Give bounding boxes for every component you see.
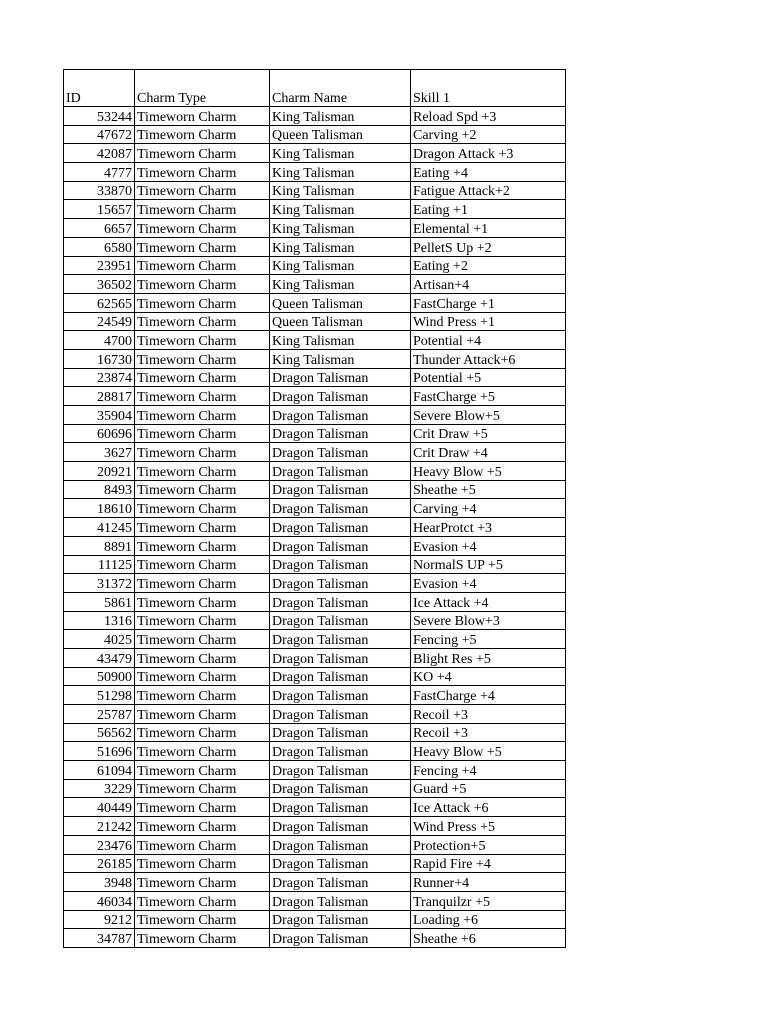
cell-charm-type: Timeworn Charm bbox=[135, 705, 270, 724]
cell-skill-1: Eating +4 bbox=[411, 163, 566, 182]
cell-charm-name: Dragon Talisman bbox=[270, 910, 411, 929]
cell-charm-name: Dragon Talisman bbox=[270, 667, 411, 686]
cell-charm-type: Timeworn Charm bbox=[135, 779, 270, 798]
cell-charm-type: Timeworn Charm bbox=[135, 611, 270, 630]
cell-charm-type: Timeworn Charm bbox=[135, 723, 270, 742]
table-row bbox=[64, 779, 566, 798]
header-charm-name: Charm Name bbox=[270, 70, 411, 107]
table-row bbox=[64, 256, 566, 275]
cell-charm-name: Dragon Talisman bbox=[270, 742, 411, 761]
cell-skill-1: NormalS UP +5 bbox=[411, 555, 566, 574]
cell-charm-name: Dragon Talisman bbox=[270, 592, 411, 611]
table-row bbox=[64, 349, 566, 368]
cell-charm-name: Dragon Talisman bbox=[270, 686, 411, 705]
cell-skill-1: Wind Press +1 bbox=[411, 312, 566, 331]
cell-id: 28817 bbox=[64, 387, 135, 406]
cell-id: 51298 bbox=[64, 686, 135, 705]
table-row bbox=[64, 592, 566, 611]
cell-skill-1: Thunder Attack+6 bbox=[411, 349, 566, 368]
cell-id: 23476 bbox=[64, 835, 135, 854]
table-row bbox=[64, 443, 566, 462]
table-row bbox=[64, 536, 566, 555]
cell-charm-name: Dragon Talisman bbox=[270, 835, 411, 854]
cell-id: 31372 bbox=[64, 574, 135, 593]
table-row bbox=[64, 312, 566, 331]
cell-charm-name: King Talisman bbox=[270, 107, 411, 126]
table-row bbox=[64, 817, 566, 836]
cell-id: 50900 bbox=[64, 667, 135, 686]
cell-charm-name: Dragon Talisman bbox=[270, 798, 411, 817]
table-row bbox=[64, 144, 566, 163]
cell-skill-1: Fencing +5 bbox=[411, 630, 566, 649]
charm-table bbox=[63, 69, 566, 948]
cell-charm-type: Timeworn Charm bbox=[135, 443, 270, 462]
cell-charm-name: Dragon Talisman bbox=[270, 574, 411, 593]
table-row bbox=[64, 667, 566, 686]
cell-skill-1: Guard +5 bbox=[411, 779, 566, 798]
cell-skill-1: FastCharge +5 bbox=[411, 387, 566, 406]
cell-skill-1: Heavy Blow +5 bbox=[411, 742, 566, 761]
table-row bbox=[64, 555, 566, 574]
cell-charm-name: Dragon Talisman bbox=[270, 705, 411, 724]
cell-skill-1: HearProtct +3 bbox=[411, 518, 566, 537]
cell-charm-name: King Talisman bbox=[270, 163, 411, 182]
cell-skill-1: Wind Press +5 bbox=[411, 817, 566, 836]
cell-skill-1: Evasion +4 bbox=[411, 536, 566, 555]
cell-charm-name: King Talisman bbox=[270, 237, 411, 256]
cell-id: 46034 bbox=[64, 891, 135, 910]
cell-skill-1: Crit Draw +4 bbox=[411, 443, 566, 462]
cell-skill-1: FastCharge +1 bbox=[411, 293, 566, 312]
cell-id: 20921 bbox=[64, 462, 135, 481]
cell-charm-name: Dragon Talisman bbox=[270, 462, 411, 481]
cell-id: 40449 bbox=[64, 798, 135, 817]
cell-skill-1: Recoil +3 bbox=[411, 705, 566, 724]
cell-charm-type: Timeworn Charm bbox=[135, 480, 270, 499]
header-charm-type: Charm Type bbox=[135, 70, 270, 107]
cell-skill-1: Carving +4 bbox=[411, 499, 566, 518]
table-row bbox=[64, 200, 566, 219]
cell-charm-type: Timeworn Charm bbox=[135, 630, 270, 649]
cell-skill-1: Recoil +3 bbox=[411, 723, 566, 742]
table-row bbox=[64, 368, 566, 387]
cell-id: 18610 bbox=[64, 499, 135, 518]
cell-charm-type: Timeworn Charm bbox=[135, 574, 270, 593]
cell-id: 61094 bbox=[64, 761, 135, 780]
cell-charm-type: Timeworn Charm bbox=[135, 387, 270, 406]
cell-id: 24549 bbox=[64, 312, 135, 331]
cell-skill-1: Ice Attack +4 bbox=[411, 592, 566, 611]
cell-charm-type: Timeworn Charm bbox=[135, 406, 270, 425]
cell-charm-name: King Talisman bbox=[270, 331, 411, 350]
cell-skill-1: Rapid Fire +4 bbox=[411, 854, 566, 873]
cell-id: 26185 bbox=[64, 854, 135, 873]
cell-id: 21242 bbox=[64, 817, 135, 836]
cell-id: 35904 bbox=[64, 406, 135, 425]
cell-id: 15657 bbox=[64, 200, 135, 219]
cell-charm-type: Timeworn Charm bbox=[135, 686, 270, 705]
cell-id: 60696 bbox=[64, 424, 135, 443]
table-row bbox=[64, 686, 566, 705]
table-row bbox=[64, 630, 566, 649]
cell-id: 53244 bbox=[64, 107, 135, 126]
cell-charm-type: Timeworn Charm bbox=[135, 929, 270, 948]
table-row bbox=[64, 761, 566, 780]
cell-id: 6580 bbox=[64, 237, 135, 256]
cell-id: 51696 bbox=[64, 742, 135, 761]
cell-charm-name: Dragon Talisman bbox=[270, 630, 411, 649]
cell-charm-type: Timeworn Charm bbox=[135, 835, 270, 854]
cell-charm-type: Timeworn Charm bbox=[135, 275, 270, 294]
cell-charm-type: Timeworn Charm bbox=[135, 873, 270, 892]
cell-charm-name: Dragon Talisman bbox=[270, 779, 411, 798]
cell-charm-type: Timeworn Charm bbox=[135, 144, 270, 163]
cell-skill-1: Eating +2 bbox=[411, 256, 566, 275]
cell-charm-type: Timeworn Charm bbox=[135, 331, 270, 350]
cell-charm-name: Dragon Talisman bbox=[270, 424, 411, 443]
table-row bbox=[64, 518, 566, 537]
cell-id: 8493 bbox=[64, 480, 135, 499]
spreadsheet-page bbox=[63, 69, 566, 948]
cell-charm-type: Timeworn Charm bbox=[135, 742, 270, 761]
cell-charm-type: Timeworn Charm bbox=[135, 181, 270, 200]
cell-id: 34787 bbox=[64, 929, 135, 948]
cell-id: 11125 bbox=[64, 555, 135, 574]
table-row bbox=[64, 705, 566, 724]
cell-skill-1: FastCharge +4 bbox=[411, 686, 566, 705]
header-row bbox=[64, 70, 566, 107]
table-row bbox=[64, 181, 566, 200]
table-row bbox=[64, 406, 566, 425]
cell-charm-name: King Talisman bbox=[270, 219, 411, 238]
cell-id: 33870 bbox=[64, 181, 135, 200]
table-row bbox=[64, 798, 566, 817]
cell-charm-type: Timeworn Charm bbox=[135, 107, 270, 126]
table-row bbox=[64, 648, 566, 667]
cell-skill-1: Heavy Blow +5 bbox=[411, 462, 566, 481]
cell-charm-type: Timeworn Charm bbox=[135, 312, 270, 331]
cell-skill-1: Carving +2 bbox=[411, 125, 566, 144]
cell-skill-1: Sheathe +6 bbox=[411, 929, 566, 948]
cell-charm-type: Timeworn Charm bbox=[135, 555, 270, 574]
table-row bbox=[64, 854, 566, 873]
cell-charm-name: Dragon Talisman bbox=[270, 723, 411, 742]
cell-charm-name: Dragon Talisman bbox=[270, 891, 411, 910]
cell-charm-type: Timeworn Charm bbox=[135, 798, 270, 817]
cell-id: 4700 bbox=[64, 331, 135, 350]
table-row bbox=[64, 424, 566, 443]
cell-charm-type: Timeworn Charm bbox=[135, 163, 270, 182]
cell-skill-1: PelletS Up +2 bbox=[411, 237, 566, 256]
cell-id: 6657 bbox=[64, 219, 135, 238]
cell-charm-type: Timeworn Charm bbox=[135, 910, 270, 929]
cell-charm-type: Timeworn Charm bbox=[135, 518, 270, 537]
cell-charm-name: Dragon Talisman bbox=[270, 387, 411, 406]
cell-skill-1: Blight Res +5 bbox=[411, 648, 566, 667]
cell-charm-name: King Talisman bbox=[270, 144, 411, 163]
cell-charm-name: Dragon Talisman bbox=[270, 817, 411, 836]
table-row bbox=[64, 611, 566, 630]
cell-charm-name: Dragon Talisman bbox=[270, 406, 411, 425]
cell-id: 23874 bbox=[64, 368, 135, 387]
cell-charm-name: King Talisman bbox=[270, 349, 411, 368]
cell-id: 16730 bbox=[64, 349, 135, 368]
cell-charm-name: Dragon Talisman bbox=[270, 518, 411, 537]
cell-skill-1: Runner+4 bbox=[411, 873, 566, 892]
header-skill-1: Skill 1 bbox=[411, 70, 566, 107]
cell-charm-type: Timeworn Charm bbox=[135, 817, 270, 836]
cell-skill-1: Ice Attack +6 bbox=[411, 798, 566, 817]
cell-skill-1: Potential +5 bbox=[411, 368, 566, 387]
cell-charm-type: Timeworn Charm bbox=[135, 854, 270, 873]
table-row bbox=[64, 387, 566, 406]
table-row bbox=[64, 929, 566, 948]
cell-id: 56562 bbox=[64, 723, 135, 742]
table-row bbox=[64, 910, 566, 929]
header-id: ID bbox=[64, 70, 135, 107]
cell-id: 4777 bbox=[64, 163, 135, 182]
cell-charm-name: Dragon Talisman bbox=[270, 929, 411, 948]
table-row bbox=[64, 125, 566, 144]
table-row bbox=[64, 219, 566, 238]
table-row bbox=[64, 723, 566, 742]
cell-charm-type: Timeworn Charm bbox=[135, 536, 270, 555]
cell-charm-name: King Talisman bbox=[270, 256, 411, 275]
cell-charm-name: Dragon Talisman bbox=[270, 611, 411, 630]
cell-skill-1: Severe Blow+3 bbox=[411, 611, 566, 630]
cell-skill-1: Dragon Attack +3 bbox=[411, 144, 566, 163]
table-row bbox=[64, 163, 566, 182]
cell-id: 8891 bbox=[64, 536, 135, 555]
cell-id: 36502 bbox=[64, 275, 135, 294]
cell-skill-1: Reload Spd +3 bbox=[411, 107, 566, 126]
cell-charm-type: Timeworn Charm bbox=[135, 667, 270, 686]
table-row bbox=[64, 873, 566, 892]
cell-charm-type: Timeworn Charm bbox=[135, 293, 270, 312]
cell-id: 9212 bbox=[64, 910, 135, 929]
cell-skill-1: Eating +1 bbox=[411, 200, 566, 219]
cell-id: 1316 bbox=[64, 611, 135, 630]
cell-id: 4025 bbox=[64, 630, 135, 649]
cell-charm-name: Queen Talisman bbox=[270, 312, 411, 331]
cell-charm-type: Timeworn Charm bbox=[135, 368, 270, 387]
cell-id: 23951 bbox=[64, 256, 135, 275]
cell-skill-1: Fencing +4 bbox=[411, 761, 566, 780]
table-row bbox=[64, 237, 566, 256]
cell-charm-type: Timeworn Charm bbox=[135, 761, 270, 780]
cell-skill-1: Sheathe +5 bbox=[411, 480, 566, 499]
cell-charm-type: Timeworn Charm bbox=[135, 592, 270, 611]
cell-skill-1: Loading +6 bbox=[411, 910, 566, 929]
cell-skill-1: Elemental +1 bbox=[411, 219, 566, 238]
cell-charm-name: Dragon Talisman bbox=[270, 854, 411, 873]
table-row bbox=[64, 275, 566, 294]
cell-id: 43479 bbox=[64, 648, 135, 667]
cell-charm-type: Timeworn Charm bbox=[135, 499, 270, 518]
cell-charm-type: Timeworn Charm bbox=[135, 648, 270, 667]
cell-id: 41245 bbox=[64, 518, 135, 537]
cell-charm-type: Timeworn Charm bbox=[135, 200, 270, 219]
cell-skill-1: Protection+5 bbox=[411, 835, 566, 854]
cell-charm-name: Dragon Talisman bbox=[270, 555, 411, 574]
cell-id: 3229 bbox=[64, 779, 135, 798]
cell-charm-type: Timeworn Charm bbox=[135, 219, 270, 238]
cell-charm-name: Dragon Talisman bbox=[270, 536, 411, 555]
cell-skill-1: Potential +4 bbox=[411, 331, 566, 350]
cell-id: 47672 bbox=[64, 125, 135, 144]
cell-charm-name: Dragon Talisman bbox=[270, 443, 411, 462]
table-row bbox=[64, 480, 566, 499]
table-row bbox=[64, 293, 566, 312]
cell-charm-name: Dragon Talisman bbox=[270, 648, 411, 667]
table-body bbox=[64, 107, 566, 948]
cell-charm-name: Dragon Talisman bbox=[270, 480, 411, 499]
cell-charm-name: Dragon Talisman bbox=[270, 499, 411, 518]
cell-skill-1: KO +4 bbox=[411, 667, 566, 686]
cell-id: 3627 bbox=[64, 443, 135, 462]
cell-skill-1: Evasion +4 bbox=[411, 574, 566, 593]
cell-charm-name: Dragon Talisman bbox=[270, 873, 411, 892]
table-row bbox=[64, 499, 566, 518]
cell-charm-type: Timeworn Charm bbox=[135, 891, 270, 910]
table-row bbox=[64, 742, 566, 761]
cell-charm-type: Timeworn Charm bbox=[135, 462, 270, 481]
cell-skill-1: Tranquilzr +5 bbox=[411, 891, 566, 910]
cell-charm-name: Dragon Talisman bbox=[270, 761, 411, 780]
cell-charm-name: Dragon Talisman bbox=[270, 368, 411, 387]
cell-skill-1: Severe Blow+5 bbox=[411, 406, 566, 425]
table-row bbox=[64, 462, 566, 481]
cell-charm-name: King Talisman bbox=[270, 181, 411, 200]
cell-charm-type: Timeworn Charm bbox=[135, 256, 270, 275]
cell-charm-name: King Talisman bbox=[270, 275, 411, 294]
cell-charm-type: Timeworn Charm bbox=[135, 125, 270, 144]
cell-charm-type: Timeworn Charm bbox=[135, 237, 270, 256]
cell-charm-name: King Talisman bbox=[270, 200, 411, 219]
table-row bbox=[64, 891, 566, 910]
cell-id: 42087 bbox=[64, 144, 135, 163]
cell-skill-1: Fatigue Attack+2 bbox=[411, 181, 566, 200]
cell-id: 25787 bbox=[64, 705, 135, 724]
cell-charm-name: Queen Talisman bbox=[270, 125, 411, 144]
cell-skill-1: Crit Draw +5 bbox=[411, 424, 566, 443]
table-row bbox=[64, 331, 566, 350]
table-row bbox=[64, 835, 566, 854]
cell-charm-name: Queen Talisman bbox=[270, 293, 411, 312]
table-row bbox=[64, 107, 566, 126]
cell-id: 62565 bbox=[64, 293, 135, 312]
cell-charm-type: Timeworn Charm bbox=[135, 424, 270, 443]
cell-id: 3948 bbox=[64, 873, 135, 892]
cell-charm-type: Timeworn Charm bbox=[135, 349, 270, 368]
cell-id: 5861 bbox=[64, 592, 135, 611]
table-row bbox=[64, 574, 566, 593]
cell-skill-1: Artisan+4 bbox=[411, 275, 566, 294]
